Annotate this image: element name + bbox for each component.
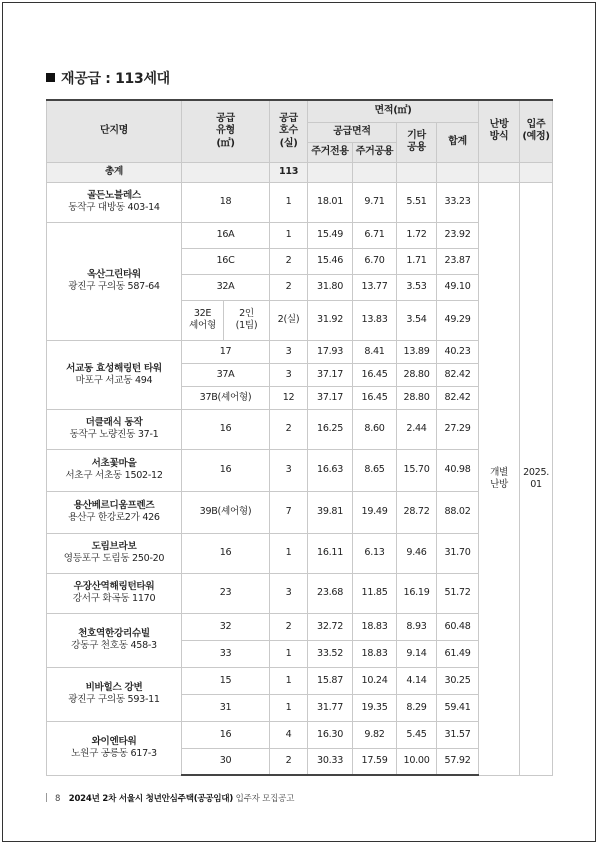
complex-cell: 더클래식 동작 동작구 노량진동 37-1	[47, 409, 182, 449]
table-row: 32E 셰어형 2인 (1팀) 2(실) 31.92 13.83 3.54 49.29	[47, 300, 553, 340]
complex-cell: 비바힐스 강변 광진구 구의동 593-11	[47, 667, 182, 721]
table-row: 33 1 33.52 18.83 9.14 61.49	[47, 640, 553, 667]
complex-cell: 와이엔타워 노원구 공릉동 617-3	[47, 721, 182, 775]
header-complex: 단지명	[47, 100, 182, 162]
total-units: 113	[270, 162, 308, 182]
header-area: 면적(㎡)	[308, 100, 479, 122]
table-row: 비바힐스 강변 광진구 구의동 593-11 15 1 15.87 10.24 4.14 30.25	[47, 667, 553, 694]
movein-cell: 2025. 01	[520, 182, 553, 775]
complex-cell: 우장산역해링턴타워 강서구 화곡동 1170	[47, 573, 182, 613]
table-row: 32A 2 31.80 13.77 3.53 49.10	[47, 274, 553, 300]
table-row: 서교동 효성해링턴 타워 마포구 서교동 494 17 3 17.93 8.41 13.89 40.23	[47, 340, 553, 363]
header-other-common: 기타 공용	[397, 122, 437, 162]
complex-cell: 도림브라보 영등포구 도림동 250-20	[47, 533, 182, 573]
complex-cell: 서초꽃마을 서초구 서초동 1502-12	[47, 449, 182, 491]
complex-cell: 천호역한강리슈빌 강동구 천호동 458-3	[47, 613, 182, 667]
header-supply-area: 공급면적	[308, 122, 397, 142]
table-row: 서초꽃마을 서초구 서초동 1502-12 16 3 16.63 8.65 15.70 40.98	[47, 449, 553, 491]
section-title: 재공급 : 113세대	[46, 68, 170, 88]
table-row: 16C 2 15.46 6.70 1.71 23.87	[47, 248, 553, 274]
table-row: 옥산그린타워 광진구 구의동 587-64 16A 1 15.49 6.71 1.72 23.92	[47, 222, 553, 248]
heating-cell: 개별 난방	[479, 182, 520, 775]
table-row: 용산베르디움프렌즈 용산구 한강로2가 426 39B(셰어형) 7 39.81 19.49 28.72 88.02	[47, 491, 553, 533]
total-row	[47, 162, 553, 182]
square-bullet-icon	[46, 73, 55, 82]
header-common: 주거공용	[353, 142, 397, 162]
table-row: 더클래식 동작 동작구 노량진동 37-1 16 2 16.25 8.60 2.44 27.29	[47, 409, 553, 449]
complex-cell: 서교동 효성해링턴 타워 마포구 서교동 494	[47, 340, 182, 409]
footer-title: 2024년 2차 서울시 청년안심주택(공공임대)	[68, 794, 234, 804]
header-movein: 입주 (예정)	[520, 100, 553, 162]
footer-subtitle: 입주자 모집공고	[233, 794, 295, 804]
table-row: 도림브라보 영등포구 도림동 250-20 16 1 16.11 6.13 9.46 31.70	[47, 533, 553, 573]
header-sum: 합계	[437, 122, 479, 162]
supply-table	[46, 99, 553, 776]
footer-divider	[46, 793, 47, 802]
table-row: 31 1 31.77 19.35 8.29 59.41	[47, 694, 553, 721]
header-type: 공급 유형 (㎡)	[182, 100, 270, 162]
header-units: 공급 호수 (실)	[270, 100, 308, 162]
complex-cell: 옥산그린타워 광진구 구의동 587-64	[47, 222, 182, 340]
page-number: 8	[55, 794, 61, 804]
total-label: 총계	[47, 162, 182, 182]
page-footer	[46, 792, 294, 804]
table-row: 30 2 30.33 17.59 10.00 57.92	[47, 748, 553, 775]
header-exclusive: 주거전용	[308, 142, 353, 162]
table-row: 우장산역해링턴타워 강서구 화곡동 1170 23 3 23.68 11.85 16.19 51.72	[47, 573, 553, 613]
complex-cell: 용산베르디움프렌즈 용산구 한강로2가 426	[47, 491, 182, 533]
header-heating: 난방 방식	[479, 100, 520, 162]
complex-cell: 골든노블레스 동작구 대방동 403-14	[47, 182, 182, 222]
table-row: 37B(셰어형) 12 37.17 16.45 28.80 82.42	[47, 386, 553, 409]
table-row: 골든노블레스 동작구 대방동 403-14 18 1 18.01 9.71 5.51 33.23 개별 난방 2025. 01	[47, 182, 553, 222]
table-row: 천호역한강리슈빌 강동구 천호동 458-3 32 2 32.72 18.83 8.93 60.48	[47, 613, 553, 640]
table-row: 와이엔타워 노원구 공릉동 617-3 16 4 16.30 9.82 5.45 31.57	[47, 721, 553, 748]
table-row: 37A 3 37.17 16.45 28.80 82.42	[47, 363, 553, 386]
